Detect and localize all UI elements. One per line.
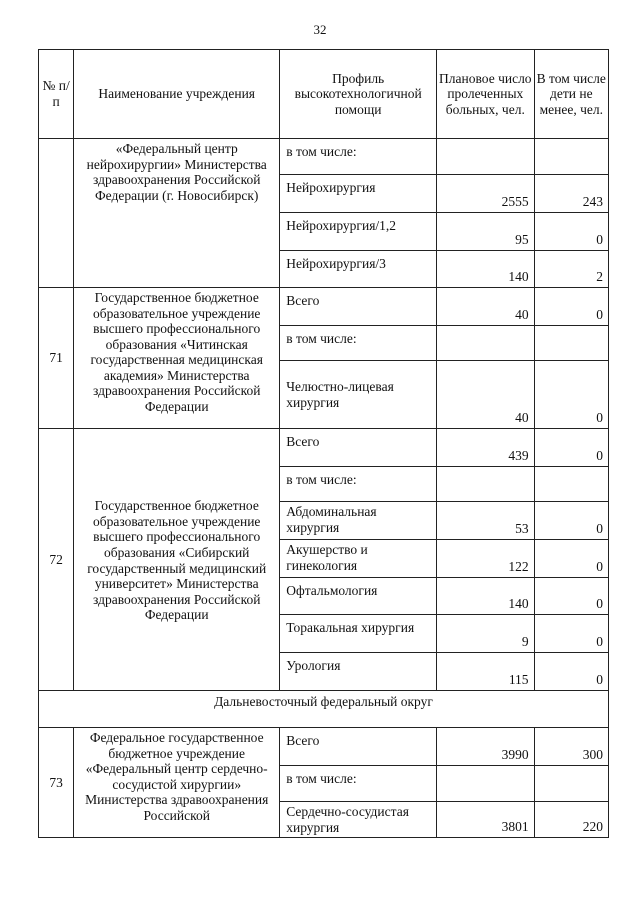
children-cell: [534, 467, 608, 502]
planned-cell: 2555: [437, 175, 535, 213]
profile-cell: Сердечно-сосудистая хирургия: [280, 802, 437, 838]
profile-cell: Торакальная хирургия: [280, 615, 437, 653]
table-header-row: [39, 50, 609, 139]
children-cell: [534, 766, 608, 802]
profile-cell: в том числе:: [280, 467, 437, 502]
institution-number: 71: [39, 288, 74, 429]
region-title: Дальневосточный федеральный округ: [39, 691, 609, 728]
planned-cell: 140: [437, 251, 535, 288]
profile-cell: Всего: [280, 728, 437, 766]
children-cell: 2: [534, 251, 608, 288]
planned-cell: [437, 326, 535, 361]
institution-name: «Федеральный центр нейрохирургии» Министерства здравоохранения Российской Федерации (г. Новосибирск): [74, 139, 280, 288]
profile-cell: Абдоминальная хирургия: [280, 502, 437, 540]
institution-name: Государственное бюджетное образовательное учреждение высшего профессионального образования «Сибирский государственный медицинский университет» Министерства здравоохранения Российской Федерации: [74, 429, 280, 691]
profile-cell: в том числе:: [280, 139, 437, 175]
profile-cell: Челюстно-лицевая хирургия: [280, 361, 437, 429]
children-cell: 0: [534, 429, 608, 467]
children-cell: 0: [534, 578, 608, 615]
profile-cell: Нейрохирургия: [280, 175, 437, 213]
planned-cell: 122: [437, 540, 535, 578]
profile-cell: Всего: [280, 429, 437, 467]
children-cell: 0: [534, 653, 608, 691]
page-number: 32: [313, 22, 327, 37]
planned-cell: 3801: [437, 802, 535, 838]
institution-number: [39, 139, 74, 288]
profile-cell: Акушерство и гинекология: [280, 540, 437, 578]
children-cell: 0: [534, 502, 608, 540]
institution-number: 73: [39, 728, 74, 838]
children-cell: [534, 139, 608, 175]
institution-name: Государственное бюджетное образовательное учреждение высшего профессионального образования «Читинская государственная медицинская академия» Министерства здравоохранения Российской Федерации: [74, 288, 280, 429]
planned-cell: 439: [437, 429, 535, 467]
children-cell: 220: [534, 802, 608, 838]
table-row: [39, 728, 609, 766]
children-cell: 0: [534, 540, 608, 578]
header-children-count: В том числе дети не менее, чел.: [534, 50, 608, 139]
children-cell: 0: [534, 288, 608, 326]
planned-cell: [437, 467, 535, 502]
profile-cell: в том числе:: [280, 766, 437, 802]
header-planned-count: Плановое число пролеченных больных, чел.: [437, 50, 535, 139]
planned-cell: [437, 766, 535, 802]
profile-cell: Всего: [280, 288, 437, 326]
header-num: № п/п: [39, 50, 74, 139]
planned-cell: 40: [437, 288, 535, 326]
institution-number: 72: [39, 429, 74, 691]
table-row: [39, 288, 609, 326]
header-profile: Профиль высокотехнологичной помощи: [280, 50, 437, 139]
profile-cell: Нейрохирургия/3: [280, 251, 437, 288]
planned-cell: 9: [437, 615, 535, 653]
planned-cell: 115: [437, 653, 535, 691]
profile-cell: Офтальмология: [280, 578, 437, 615]
profile-cell: Нейрохирургия/1,2: [280, 213, 437, 251]
institution-name: Федеральное государственное бюджетное учреждение «Федеральный центр сердечно-сосудистой хирургии» Министерства здравоохранения Российской: [74, 728, 280, 838]
planned-cell: 140: [437, 578, 535, 615]
header-institution-name: Наименование учреждения: [74, 50, 280, 139]
planned-cell: 40: [437, 361, 535, 429]
facilities-table: [38, 49, 609, 838]
children-cell: 0: [534, 615, 608, 653]
planned-cell: 53: [437, 502, 535, 540]
profile-cell: Урология: [280, 653, 437, 691]
children-cell: [534, 326, 608, 361]
profile-cell: в том числе:: [280, 326, 437, 361]
children-cell: 300: [534, 728, 608, 766]
table-row: [39, 429, 609, 467]
planned-cell: 3990: [437, 728, 535, 766]
children-cell: 0: [534, 213, 608, 251]
children-cell: 243: [534, 175, 608, 213]
region-row: [39, 691, 609, 728]
planned-cell: [437, 139, 535, 175]
planned-cell: 95: [437, 213, 535, 251]
table-row: [39, 139, 609, 175]
children-cell: 0: [534, 361, 608, 429]
